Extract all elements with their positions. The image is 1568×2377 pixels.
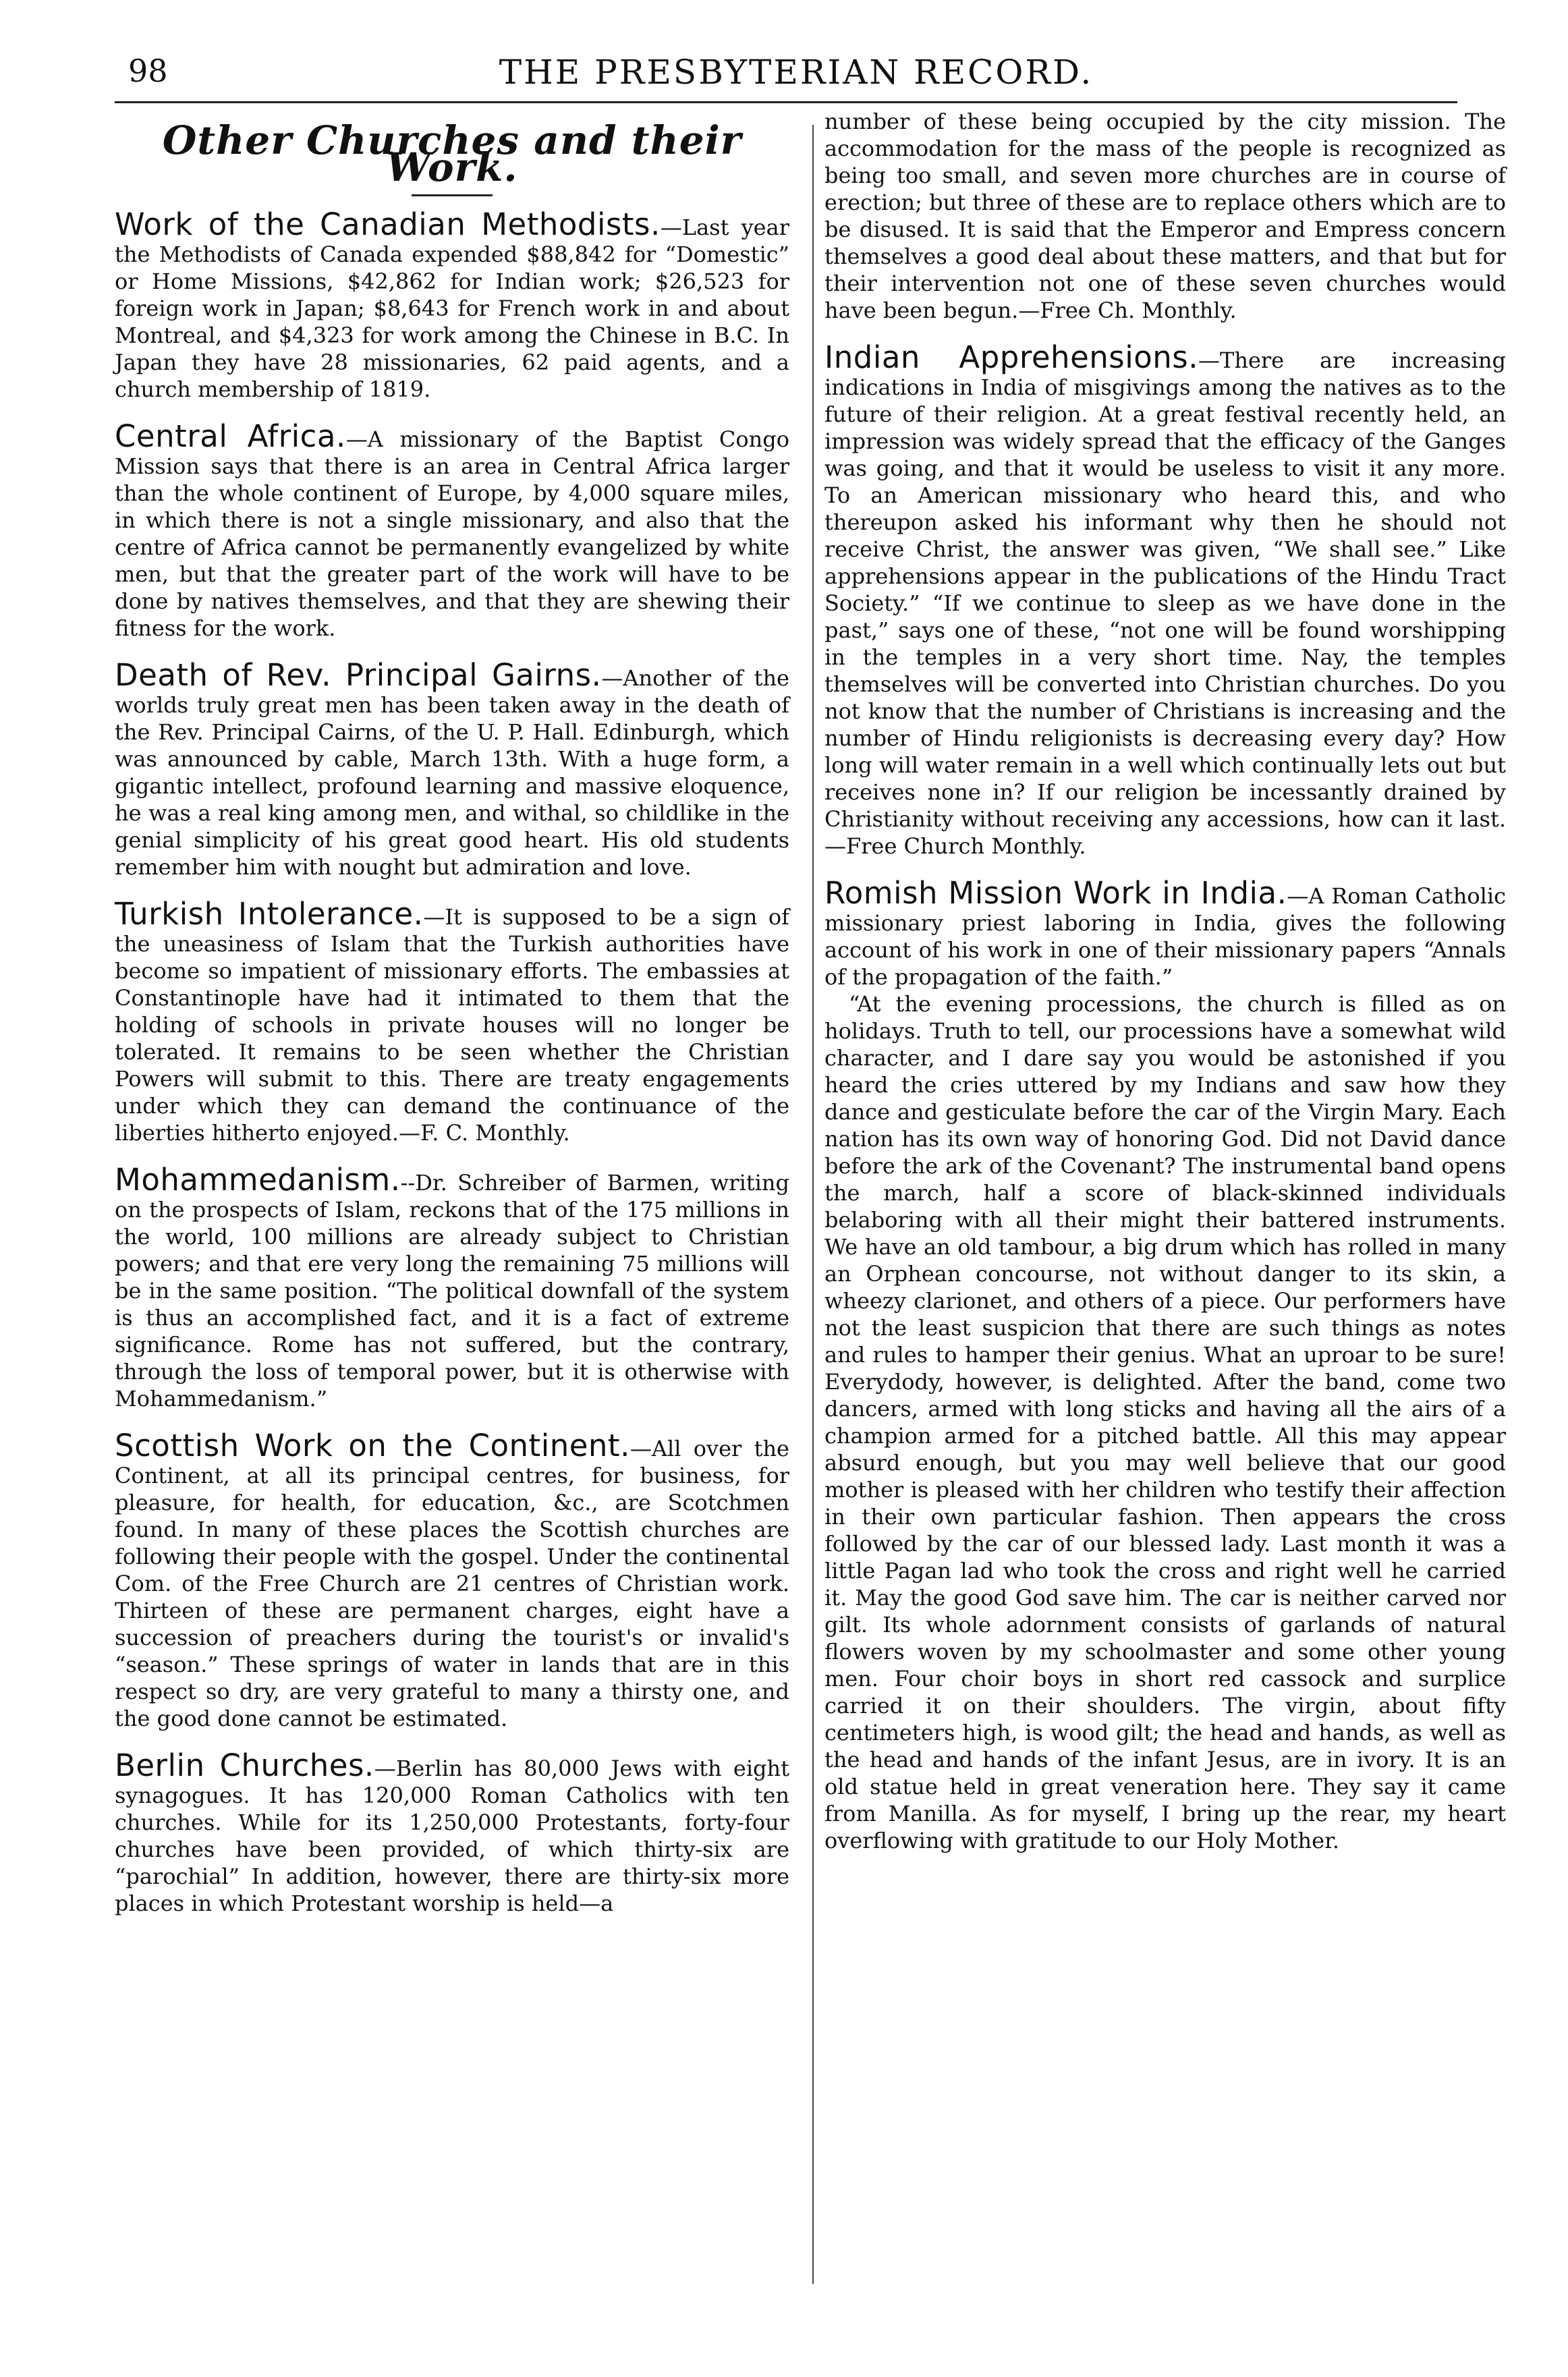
article-scottish-work [115,1428,789,1732]
running-head [128,53,1464,100]
article-heading: Death of Rev. Principal Gairns. [115,657,602,693]
article-body: —All over the Continent, at all its principal centres, for business, for pleasure, for health, for education, &c., are Scotchmen found. In many of these places the Scottish churches are following their people with the gospel. Under the continental Com. of the Free Church are 21 centres of Christian work. Thirteen of these are permanent charges, eight have a succession of preachers during the tourist's or invalid's “season.” These springs of water in lands that are in this respect so dry, are very grateful to many a thirsty one, and the good done cannot be estimated. [115,1436,789,1731]
article-berlin-churches [115,1747,790,1917]
page-number: 98 [128,53,168,89]
article-heading: Scottish Work on the Continent. [115,1428,630,1463]
article-heading: Indian Apprehensions. [824,339,1199,375]
article-heading: Berlin Churches. [115,1747,374,1783]
article-body: —Last year the Methodists of Canada expended $88,842 for “Domestic” or Home Missions, $42,862 for Indian work; $26,523 for foreign work in Japan; $8,643 for French work in and about Montreal, and $4,323 for work among the Chinese in B.C. In Japan they have 28 missionaries, 62 paid agents, and a church membership of 1819. [115,215,789,402]
article-berlin-continuation [824,108,1506,324]
article-heading: Work of the Canadian Methodists. [115,206,661,242]
header-rule [115,101,1457,103]
journal-title: THE PRESBYTERIAN RECORD. [499,53,1094,92]
article-canadian-methodists [115,206,789,403]
article-principal-cairns [115,657,789,880]
article-body: number of these being occupied by the city mission. The accommodation for the mass of the people is recognized as being too small, and seven more churches are in course of erection; but three of these are to replace others which are to be disused. It is said that the Emperor and Empress concern themselves a good deal about these matters, and that but for their intervention not one of these seven churches would have been begun.—Free Ch. Monthly. [824,109,1506,323]
left-column [115,108,789,1937]
column-divider [812,125,814,2284]
article-heading: Turkish Intolerance. [115,896,424,932]
article-central-africa [115,418,789,642]
right-column [824,108,1506,1874]
article-body: —It is supposed to be a sign of the uneasiness of Islam that the Turkish authorities have become so impatient of missionary efforts. The embassies at Constantinople have had it intimated to them that the holding of schools in private houses will no longer be tolerated. It remains to be seen whether the Christian Powers will submit to this. There are treaty engagements under which they can demand the continuance of the liberties hitherto enjoyed.—F. C. Monthly. [115,904,789,1146]
article-heading: Central Africa. [115,418,346,454]
section-title: Other Churches and their Work. [162,117,742,190]
article-body: —Berlin has 80,000 Jews with eight synagogues. It has 120,000 Roman Catholics with ten churches. While for its 1,250,000 Protestants, forty-four churches have been provided, of which thirty-six are “parochial” In addition, however, there are thirty-six more places in which Protestant worship is held—a [115,1756,790,1916]
article-body: —A missionary of the Baptist Congo Mission says that there is an area in Central Africa larger than the whole continent of Europe, by 4,000 square miles, in which there is not a single missionary, and also that the centre of Africa cannot be permanently evangelized by white men, but that the greater part of the work will have to be done by natives themselves, and that they are shewing their fitness for the work. [115,426,789,641]
article-body: —Another of the worlds truly great men has been taken away in the death of the Rev. Principal Cairns, of the U. P. Hall. Edinburgh, which was announced by cable, March 13th. With a huge form, a gigantic intellect, profound learning and massive eloquence, he was a real king among men, and withal, so childlike in the genial simplicity of his great good heart. His old students remember him with nought but admiration and love. [115,665,789,880]
article-indian-apprehensions [824,339,1506,860]
article-body: —There are increasing indications in India of misgivings among the natives as to the future of their religion. At a great festival recently held, an impression was widely spread that the efficacy of the Ganges was going, and that it would be useless to visit it any more. To an American missionary who heard this, and who thereupon asked his informant why then he should not receive Christ, the answer was given, “We shall see.” Like apprehensions appear in the publications of the Hindu Tract Society.” “If we continue to sleep as we have done in the past,” says one of these, “not one will be found worshipping in the temples in a very short time. Nay, the temples themselves will be converted into Christian churches. Do you not know that the number of Christians is increasing and the number of Hindu religionists is decreasing every day? How long will water remain in a well which continually lets out but receives none in? If our religion be incessantly drained by Christianity without receiving any accessions, how can it last.—Free Church Monthly. [824,347,1506,859]
article-body: --Dr. Schreiber of Barmen, writing on the prospects of Islam, reckons that of the 175 millions in the world, 100 millions are already subject to Christian powers; and that ere very long the remaining 75 millions will be in the same position. “The political downfall of the system is thus an accomplished fact, and it is a fact of extreme significance. Rome has not suffered, but the contrary, through the loss of temporal power, but it is otherwise with Mohammedanism.” [115,1170,789,1411]
article-body: —A Roman Catholic missionary priest laboring in India, gives the following account of his work in one of their missionary papers “Annals of the propagation of the faith.” [824,883,1506,990]
article-heading: Mohammedanism. [115,1162,401,1198]
article-heading: Romish Mission Work in India. [824,875,1287,911]
section-title-rule [412,194,493,196]
article-mohammedanism [115,1162,789,1412]
quoted-account: “At the evening processions, the church is filled as on holidays. Truth to tell, our processions have a somewhat wild character, and I dare say you would be astonished if you heard the cries uttered by my Indians and saw how they dance and gesticulate before the car of the Virgin Mary. Each nation has its own way of honoring God. Did not David dance before the ark of the Covenant? The instrumental band opens the march, half a score of black-skinned individuals belaboring with all their might their battered instruments. We have an old tambour, a big drum which has rolled in many an Orphean concourse, not without danger to its skin, a wheezy clarionet, and others of a piece. Our performers have not the least suspicion that there are such things as notes and rules to hamper their genius. What an uproar to be sure! Everydody, however, is delighted. After the band, come two dancers, armed with long sticks and having all the airs of a champion armed for a pitched battle. All this may appear absurd enough, but you may well believe that our good mother is pleased with her children who testify their affection in their own particular fashion. Then appears the cross followed by the car of our blessed lady. Last month it was a little Pagan lad who took the cross and right well he carried it. May the good God save him. The car is neither carved nor gilt. Its whole adornment consists of garlands of natural flowers woven by my schoolmaster and some other young men. Four choir boys in short red cassock and surplice carried it on their shoulders. The virgin, about fifty centimeters high, is wood gilt; the head and hands, as well as the head and hands of the infant Jesus, are in ivory. It is an old statue held in great veneration here. They say it came from Manilla. As for myself, I bring up the rear, my heart overflowing with gratitude to our Holy Mother. [824,991,1506,1853]
article-turkish-intolerance [115,896,789,1146]
article-romish-mission [824,875,1506,1854]
